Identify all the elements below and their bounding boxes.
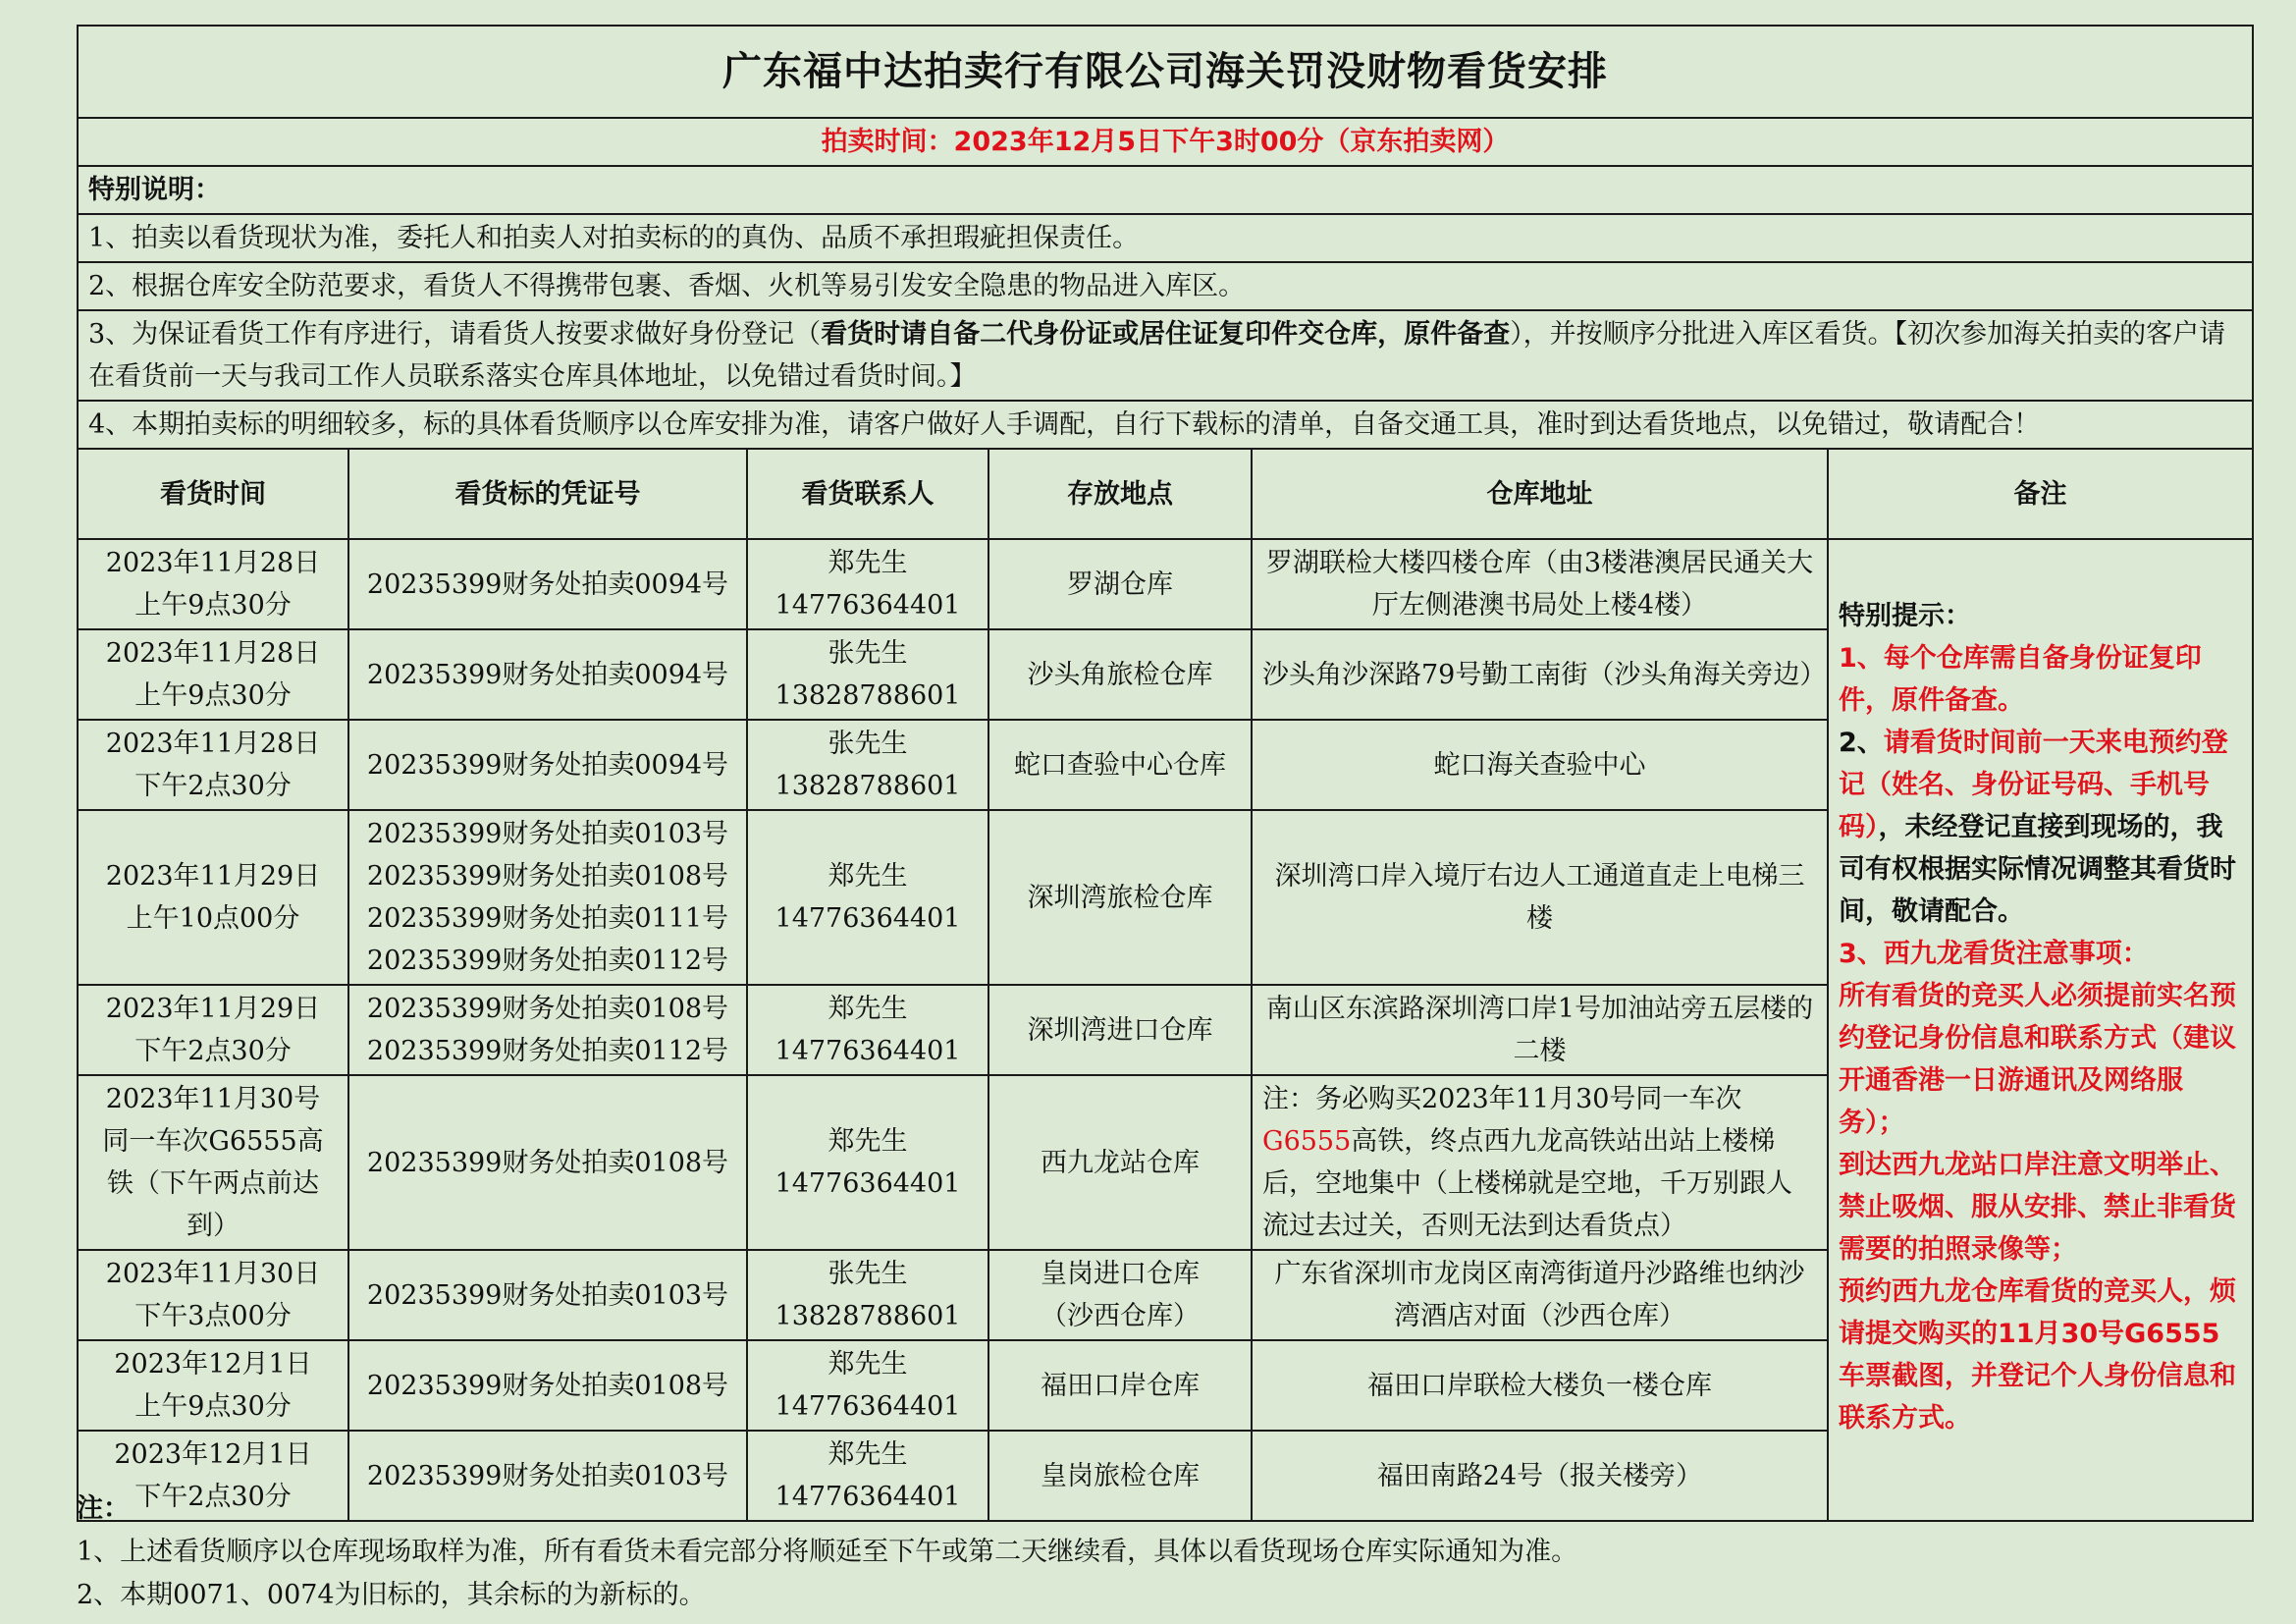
train-number: G6555 [1262, 1126, 1352, 1157]
header-address: 仓库地址 [1252, 449, 1828, 539]
cell-address: 福田南路24号（报关楼旁） [1252, 1431, 1828, 1521]
cell-time: 2023年11月28日 上午9点30分 [78, 629, 348, 720]
cell-contact: 郑先生 14776364401 [747, 1340, 988, 1431]
cell-voucher: 20235399财务处拍卖0094号 [348, 629, 747, 720]
cell-voucher: 20235399财务处拍卖0103号 [348, 1250, 747, 1340]
cell-address: 罗湖联检大楼四楼仓库（由3楼港澳居民通关大厅左侧港澳书局处上楼4楼） [1252, 539, 1828, 629]
cell-address: 蛇口海关查验中心 [1252, 720, 1828, 810]
remark-point-3a: 所有看货的竞买人必须提前实名预约登记身份信息和联系方式（建议开通香港一日游通讯及网络服务）； [1839, 981, 2236, 1138]
cell-time: 2023年11月28日 下午2点30分 [78, 720, 348, 810]
cell-contact: 张先生 13828788601 [747, 720, 988, 810]
note-3 [78, 310, 2253, 401]
note-2: 2、根据仓库安全防范要求，看货人不得携带包裹、香烟、火机等易引发安全隐患的物品进入库区。 [78, 262, 2253, 310]
special-label: 特别说明： [78, 166, 2253, 214]
table-header [78, 449, 2253, 539]
footer-heading: 注： [77, 1493, 130, 1524]
cell-time: 2023年12月1日 上午9点30分 [78, 1340, 348, 1431]
cell-voucher: 20235399财务处拍卖0103号 [348, 1431, 747, 1521]
note-3-bold: 看货时请自备二代身份证或居住证复印件交仓库，原件备查 [821, 319, 1511, 350]
remark-point-1: 1、每个仓库需自备身份证复印件，原件备查。 [1839, 643, 2202, 716]
cell-contact: 张先生 13828788601 [747, 629, 988, 720]
remark-heading: 特别提示： [1839, 601, 1971, 631]
cell-location: 西九龙站仓库 [988, 1075, 1252, 1250]
cell-voucher: 20235399财务处拍卖0108号 [348, 1340, 747, 1431]
note-4: 4、本期拍卖标的明细较多，标的具体看货顺序以仓库安排为准，请客户做好人手调配，自行下载标的清单，自备交通工具，准时到达看货地点，以免错过，敬请配合！ [78, 401, 2253, 449]
cell-location: 罗湖仓库 [988, 539, 1252, 629]
cell-location: 深圳湾进口仓库 [988, 985, 1252, 1075]
cell-location: 深圳湾旅检仓库 [988, 810, 1252, 985]
footer-note-1: 1、上述看货顺序以仓库现场取样为准，所有看货未看完部分将顺延至下午或第二天继续看，具体以看货现场仓库实际通知为准。 [77, 1537, 1578, 1567]
cell-address: 南山区东滨路深圳湾口岸1号加油站旁五层楼的二楼 [1252, 985, 1828, 1075]
cell-location: 皇岗旅检仓库 [988, 1431, 1252, 1521]
cell-address: 福田口岸联检大楼负一楼仓库 [1252, 1340, 1828, 1431]
header-location: 存放地点 [988, 449, 1252, 539]
cell-voucher: 20235399财务处拍卖0108号 [348, 1075, 747, 1250]
cell-voucher: 20235399财务处拍卖0094号 [348, 539, 747, 629]
cell-time: 2023年12月1日 下午2点30分 [78, 1431, 348, 1521]
note-3-part-a: 3、为保证看货工作有序进行，请看货人按要求做好身份登记（ [88, 319, 822, 350]
footer-note-2: 2、本期0071、0074为旧标的，其余标的为新标的。 [77, 1580, 706, 1610]
remark-point-3c: 预约西九龙仓库看货的竞买人，烦请提交购买的11月30号G6555车票截图，并登记个人身份信息和联系方式。 [1839, 1276, 2236, 1434]
cell-location: 蛇口查验中心仓库 [988, 720, 1252, 810]
header-remark: 备注 [1828, 449, 2253, 539]
cell-location: 皇岗进口仓库 （沙西仓库） [988, 1250, 1252, 1340]
cell-contact: 郑先生 14776364401 [747, 985, 988, 1075]
cell-address: 沙头角沙深路79号勤工南街（沙头角海关旁边） [1252, 629, 1828, 720]
cell-time: 2023年11月30日 下午3点00分 [78, 1250, 348, 1340]
table-row [78, 539, 2253, 629]
auction-time: 拍卖时间：2023年12月5日下午3时00分（京东拍卖网） [78, 118, 2253, 166]
note-1: 1、拍卖以看货现状为准，委托人和拍卖人对拍卖标的的真伪、品质不承担瑕疵担保责任。 [78, 214, 2253, 262]
remark-point-2: 2、请看货时间前一天来电预约登记（姓名、身份证号码、手机号码），未经登记直接到现场的，我司有权根据实际情况调整其看货时间，敬请配合。 [1839, 728, 2236, 927]
cell-location: 沙头角旅检仓库 [988, 629, 1252, 720]
remark-cell [1828, 539, 2253, 1521]
remark-point-3b: 到达西九龙站口岸注意文明举止、禁止吸烟、服从安排、禁止非看货需要的拍照录像等； [1839, 1150, 2236, 1265]
cell-time: 2023年11月29日 下午2点30分 [78, 985, 348, 1075]
cell-contact: 郑先生 14776364401 [747, 539, 988, 629]
cell-time: 2023年11月29日 上午10点00分 [78, 810, 348, 985]
cell-contact: 郑先生 14776364401 [747, 810, 988, 985]
cell-contact: 郑先生 14776364401 [747, 1075, 988, 1250]
header-time: 看货时间 [78, 449, 348, 539]
cell-voucher: 20235399财务处拍卖0094号 [348, 720, 747, 810]
cell-address: 深圳湾口岸入境厅右边人工通道直走上电梯三楼 [1252, 810, 1828, 985]
cell-address: 注：务必购买2023年11月30号同一车次G6555高铁，终点西九龙高铁站出站上楼梯后，空地集中（上楼梯就是空地，千万别跟人流过去过关，否则无法到达看货点） [1252, 1075, 1828, 1250]
header-voucher: 看货标的凭证号 [348, 449, 747, 539]
cell-voucher: 20235399财务处拍卖0103号 20235399财务处拍卖0108号 20235399财务处拍卖0111号 20235399财务处拍卖0112号 [348, 810, 747, 985]
page-title: 广东福中达拍卖行有限公司海关罚没财物看货安排 [78, 26, 2253, 118]
cell-voucher: 20235399财务处拍卖0108号 20235399财务处拍卖0112号 [348, 985, 747, 1075]
schedule-table [77, 25, 2254, 1522]
cell-time: 2023年11月30号 同一车次G6555高 铁（下午两点前达 到） [78, 1075, 348, 1250]
note-3-part-b: ），并按顺序分批进入库区看货。【初次参加海关拍卖的客户请在看货前一天与我司工作人员联系落实仓库具体地址，以免错过看货时间。】 [88, 319, 2226, 392]
cell-address: 广东省深圳市龙岗区南湾街道丹沙路维也纳沙湾酒店对面（沙西仓库） [1252, 1250, 1828, 1340]
header-contact: 看货联系人 [747, 449, 988, 539]
cell-time: 2023年11月28日 上午9点30分 [78, 539, 348, 629]
cell-location: 福田口岸仓库 [988, 1340, 1252, 1431]
cell-contact: 郑先生 14776364401 [747, 1431, 988, 1521]
cell-contact: 张先生 13828788601 [747, 1250, 988, 1340]
footer-notes [77, 1488, 2252, 1617]
remark-point-3: 3、西九龙看货注意事项： [1839, 939, 2149, 969]
document-sheet [77, 25, 2252, 1522]
